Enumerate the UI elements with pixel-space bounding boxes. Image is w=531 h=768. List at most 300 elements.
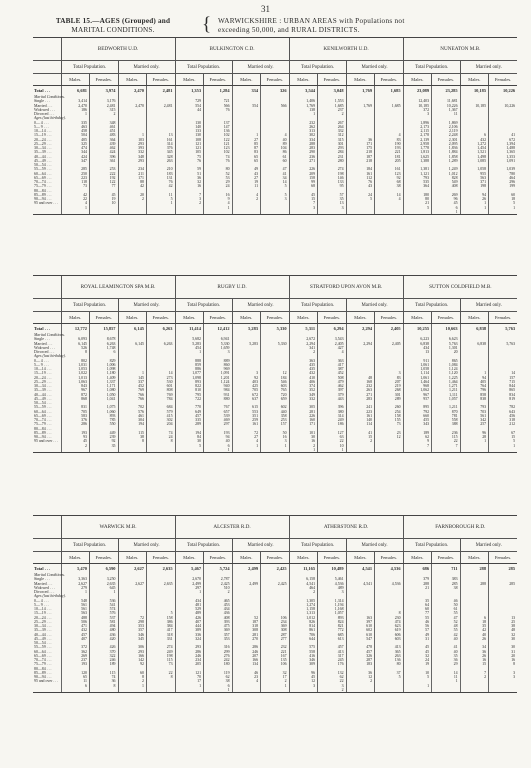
table-cell: 4,536 [375,582,404,586]
table-cell: 157 [489,376,518,380]
table-cell: 87 [232,146,261,150]
row-label: 85—89 . . . [34,430,52,435]
table-cell: 802 [61,359,90,363]
table-cell: 1,111 [432,393,461,397]
table-cell: 15,857 [90,324,119,334]
table-cell: 967 [403,393,432,397]
table-cell: 397 [346,620,375,624]
table-cell: 2,627 [118,582,147,586]
table-cell: 7 [175,193,204,197]
table-cell: 865 [432,359,461,363]
table-cell: 353 [204,637,233,641]
table-cell: 722 [175,397,204,401]
table-cell: 5,283 [232,342,261,346]
row-label: 55—59 . . . [34,405,52,410]
table-cell: 561 [61,607,90,611]
table-cell: 4,536 [318,582,347,586]
table-cell: 6 [460,133,489,137]
table-cell: 119 [204,671,233,675]
table-cell: 387 [318,367,347,371]
table-cell: 1 [118,684,147,688]
table-cell: 506 [61,620,90,624]
females-header: Females. [147,312,176,324]
table-cell: 205 [175,662,204,666]
table-cell: 1,659 [204,346,233,350]
table-cell: 6,838 [460,342,489,346]
table-cell: 296 [489,180,518,184]
table-cell: 6,590 [90,564,119,574]
row-label: 40—44 . . . [34,392,52,397]
table-cell: 967 [61,388,90,392]
table-cell: 2 [460,675,489,679]
table-cell: 106 [261,662,290,666]
table-cell: 510 [204,586,233,590]
table-cell: 3 [318,590,347,594]
table-cell: 480 [90,628,119,632]
table-cell: 1 [204,688,233,692]
table-cell: 968 [403,384,432,388]
table-cell: 12 [289,679,318,683]
table-cell: 351 [232,414,261,418]
table-cell: 637 [232,397,261,401]
row-label: Widowed . . . [34,107,55,112]
table-cell: 1 [90,590,119,594]
table-cell: 5,283 [175,342,204,346]
table-cell: 765 [261,388,290,392]
table-cell: 74 [147,431,176,435]
table-cell: 2,672 [289,337,318,341]
table-cell: 1,211 [432,388,461,392]
table-cell: 306 [118,645,147,649]
table-cell: 1,284 [204,86,233,96]
table-cell: 14 [432,671,461,675]
table-cell: 2 [289,590,318,594]
table-cell: 3 [204,350,233,354]
table-cell: 1 [61,112,90,116]
table-cell: 352 [289,388,318,392]
table-cell: 4 [261,133,290,137]
table-cell: 76 [346,180,375,184]
table-cell: 322 [90,654,119,658]
table-cell: 36 [346,671,375,675]
table-cell: 115 [118,431,147,435]
table-cell: 130 [175,121,204,125]
total-population-header: Total Population. [61,61,118,74]
table-cell: 1,301 [432,346,461,350]
row-label: 25—29 . . . [34,141,52,146]
table-cell: 379 [403,577,432,581]
table-cell: 844 [489,384,518,388]
table-cell: 6,145 [118,324,147,334]
row-label: 45—49 . . . [34,158,52,163]
table-cell: 76 [204,159,233,163]
table-cell: 157 [261,422,290,426]
table-title-line-2: MARITAL CONDITIONS. [71,25,155,34]
table-cell: 27 [232,435,261,439]
table-cell: 474 [375,620,404,624]
table-cell: 146 [318,176,347,180]
table-cell: 581 [90,620,119,624]
table-cell: 207 [232,654,261,658]
table-cell: 772 [318,628,347,632]
subheader-row [33,299,517,312]
table-cell: 115 [432,435,461,439]
table-cell: 535 [403,180,432,184]
table-cell: 10 [318,444,347,448]
table-cell: 2,635 [147,582,176,586]
table-cell: 21 [403,586,432,590]
table-cell: 96 [460,431,489,435]
total-population-header: Total Population. [175,539,232,552]
table-cell: 288 [460,582,489,586]
district-name: RUGBY U.D. [175,276,289,299]
table-cell: 5 [403,675,432,679]
table-cell: 1,171 [90,384,119,388]
table-cell: 135 [261,658,290,662]
table-cell: 324 [175,637,204,641]
table-cell: 50 [261,431,290,435]
table-cell: 889 [204,359,233,363]
females-header: Females. [204,74,233,86]
table-cell: 60 [118,671,147,675]
table-cell: 1,388 [403,159,432,163]
table-cell: 615 [232,405,261,409]
table-cell: 45 [90,193,119,197]
table-cell: 1 [432,210,461,214]
table-cell: 1,211 [432,405,461,409]
table-cell: 297 [175,586,204,590]
table-cell: 12,403 [403,99,432,103]
females-header: Females. [90,312,119,324]
table-cell: 454 [175,346,204,350]
table-cell: 2,481 [90,104,119,108]
table-cell: 6,145 [61,342,90,346]
table-cell: 408 [204,616,233,620]
table-cell: 711 [432,564,461,574]
table-cell: 893 [90,414,119,418]
district-name: BULKINGTON C.D. [175,38,289,61]
table-cell: 290 [289,150,318,154]
table-cell: 601 [147,384,176,388]
row-label: 90—94 . . . [34,197,52,201]
table-cell: 11 [232,184,261,188]
table-cell: 11 [147,193,176,197]
row-label: 80—84 . . . [34,666,52,671]
table-cell: 536 [90,599,119,603]
table-cell: 176 [318,662,347,666]
table-cell: 1,454 [460,146,489,150]
table-cell: 8 [118,675,147,679]
table-cell: 7 [289,201,318,205]
table-cell: 302 [147,418,176,422]
table-cell: 85 [232,142,261,146]
table-cell: 5 [375,675,404,679]
table-cell: 452 [318,371,347,375]
table-cell: 1 [118,371,147,375]
table-cell: 5,461 [318,577,347,581]
table-cell: 550 [90,422,119,426]
table-cell: 263 [375,654,404,658]
females-header: Females. [489,74,518,86]
total-population-header: Total Population. [289,539,346,552]
table-cell: 286 [175,650,204,654]
table-cell: 121 [175,146,204,150]
table-cell: 68 [375,180,404,184]
table-cell: 8 [118,439,147,443]
table-cell: 171 [289,422,318,426]
table-cell: 1,858 [432,155,461,159]
table-subtitle-line-1: WARWICKSHIRE : URBAN AREAS with Populations not [218,17,405,25]
table-cell: 348 [90,121,119,125]
table-cell: 20 [489,654,518,658]
table-cell: 554 [175,104,204,108]
table-cell: 234 [261,620,290,624]
row-label: Single . . . [34,337,50,342]
table-cell: 65 [232,159,261,163]
table-cell: 603 [261,384,290,388]
table-cell: 2,405 [375,324,404,334]
table-cell: 13 [489,616,518,620]
table-cell: 204 [147,422,176,426]
table-cell: 10,226 [489,86,518,96]
table-cell: 42 [432,633,461,637]
table-cell: 94 [460,193,489,197]
table-cell: 464 [289,586,318,590]
table-cell: 457 [346,650,375,654]
table-cell: 189 [90,662,119,666]
table-cell: 10,489 [318,564,347,574]
district-name: ATHERSTONE R.D. [289,516,403,539]
table-cell: 602 [261,405,290,409]
table-cell: 38 [432,586,461,590]
table-cell: 74 [90,675,119,679]
table-cell: 2,499 [175,582,204,586]
table-cell: 370 [90,650,119,654]
table-cell: 444 [175,624,204,628]
table-cell: 344 [61,150,90,154]
subheader-row [33,539,517,552]
females-header: Females. [489,312,518,324]
table-cell: 180 [204,662,233,666]
table-cell: 684 [147,405,176,409]
table-cell: 285 [489,564,518,574]
table-block [33,37,517,214]
table-cell: 1,022 [61,371,90,375]
table-cell: 1,006 [90,363,119,367]
table-cell: 88 [118,180,147,184]
table-cell: 212 [489,422,518,426]
table-cell: 6,838 [403,342,432,346]
table-cell: 22 [432,439,461,443]
table-cell: 5 [489,439,518,443]
table-cell: 16 [289,439,318,443]
table-cell: 537 [90,616,119,620]
table-cell: 478 [346,645,375,649]
table-cell: 1,314 [318,599,347,603]
table-cell: 553 [232,410,261,414]
table-cell: 865 [489,388,518,392]
table-cell: 30 [489,637,518,641]
table-cell: 1,409 [90,376,119,380]
table-cell: 4 [232,439,261,443]
table-cell: 16 [204,193,233,197]
males-header: Males. [118,552,147,564]
table-cell: 36 [90,679,119,683]
table-cell: 73 [61,184,90,188]
row-label: 50—54 . . . [34,641,52,645]
table-cell: 222 [90,172,119,176]
table-cell: 55 [403,616,432,620]
table-cell: 232 [261,645,290,649]
table-cell: 769 [147,393,176,397]
table-cell: 193 [61,431,90,435]
district-header-row [33,276,517,299]
table-cell: 51 [175,172,204,176]
table-cell: 1,012 [289,616,318,620]
males-header: Males. [289,552,318,564]
table-cell: 57 [318,193,347,197]
table-cell: 49 [232,167,261,171]
table-cell: 462 [318,384,347,388]
table-cell: 870 [432,410,461,414]
table-cell: 2,405 [318,342,347,346]
table-cell: 236 [289,155,318,159]
table-cell: 1,041 [90,397,119,401]
table-cell: 1,077 [175,371,204,375]
table-cell: 122 [204,138,233,142]
table-cell: 18 [489,197,518,201]
table-cell: 1,305 [289,599,318,603]
table-cell: 293 [118,159,147,163]
table-cell: 1,488 [489,146,518,150]
table-cell: 5 [346,197,375,201]
table-cell: 313 [289,129,318,133]
table-cell: 364 [403,184,432,188]
table-cell: 335 [175,418,204,422]
table-cell: 1,685 [375,86,404,96]
table-cell: 427 [318,346,347,350]
table-cell: 2,115 [403,129,432,133]
table-cell: 171 [346,142,375,146]
table-cell: 93 [61,435,90,439]
table-cell: 348 [118,155,147,159]
table-cell: 434 [175,599,204,603]
table-cell: 2 [90,112,119,116]
table-cell: 1 [232,444,261,448]
table-cell: 57 [403,628,432,632]
table-cell: 48 [489,628,518,632]
table-cell: 5 [261,193,290,197]
table-cell: 199 [489,184,518,188]
table-cell: 2,294 [346,324,375,334]
table-cell: 1,778 [403,146,432,150]
table-cell: 24 [346,193,375,197]
table-cell: 23 [375,431,404,435]
table-cell: 246 [90,658,119,662]
females-header: Females. [375,552,404,564]
table-cell: 187 [346,155,375,159]
table-cell: 2 [175,201,204,205]
table-cell: 65 [232,155,261,159]
males-header: Males. [61,312,90,324]
table-cell: 2,301 [432,138,461,142]
table-cell: 346 [118,633,147,637]
table-title-line-1: TABLE 15.—AGES (Grouped) and [55,17,171,25]
table-cell: 1,061 [403,376,432,380]
table-cell: 293 [118,142,147,146]
table-cell: 194 [118,422,147,426]
table-cell: 166 [232,658,261,662]
table-cell: 246 [175,654,204,658]
table-cell: 16 [489,658,518,662]
table-cell: 62 [318,675,347,679]
table-cell: 24 [147,435,176,439]
table-cell: 539 [204,414,233,418]
table-cell: 2 [61,444,90,448]
table-cell: 1,394 [489,142,518,146]
females-header: Females. [90,552,119,564]
table-cell: 16 [460,658,489,662]
table-cell: 657 [204,410,233,414]
married-only-header: Married only. [232,539,289,552]
table-cell: 312 [318,133,347,137]
row-label: 65—69 . . . [34,413,52,418]
table-cell: 1 [289,112,318,116]
table-cell: 1 [460,201,489,205]
table-cell: 92 [232,376,261,380]
table-cell: 2 [289,444,318,448]
table-cell: 35 [318,197,347,201]
table-cell: 808 [147,388,176,392]
table-cell: 115 [147,658,176,662]
table-cell: 1,201 [204,376,233,380]
table-cell: 858 [460,393,489,397]
table-cell: 1,012 [432,172,461,176]
table-cell: 895 [403,405,432,409]
table-cell: 83 [375,138,404,142]
table-cell: 363 [289,359,318,363]
table-cell: 396 [90,155,119,159]
married-only-header: Married only. [460,61,517,74]
table-cell: 715 [489,380,518,384]
table-cell: 826 [289,620,318,624]
table-cell: 469 [204,418,233,422]
row-label: 30—34 . . . [34,384,52,388]
brace-icon: { [202,14,212,35]
table-cell: 103 [118,138,147,142]
table-cell: 649 [175,410,204,414]
table-cell: 24 [204,184,233,188]
table-cell: 12,412 [204,324,233,334]
table-cell: 824 [318,620,347,624]
table-cell: 1,075 [90,405,119,409]
row-label: 85—89 . . . [34,192,52,197]
table-cell: 29 [204,180,233,184]
table-cell: 3 [375,371,404,375]
table-cell: 1 [61,206,90,210]
table-cell: 886 [175,367,204,371]
table-cell: 1,406 [289,99,318,103]
table-cell: 155 [375,418,404,422]
table-cell: 1,031 [61,363,90,367]
table-cell: 286 [61,422,90,426]
table-cell: 893 [175,380,204,384]
table-cell: 12 [261,371,290,375]
table-cell: 12 [346,675,375,679]
table-cell: 425 [232,384,261,388]
table-cell: 1,685 [318,104,347,108]
table-cell: 1,381 [403,167,432,171]
